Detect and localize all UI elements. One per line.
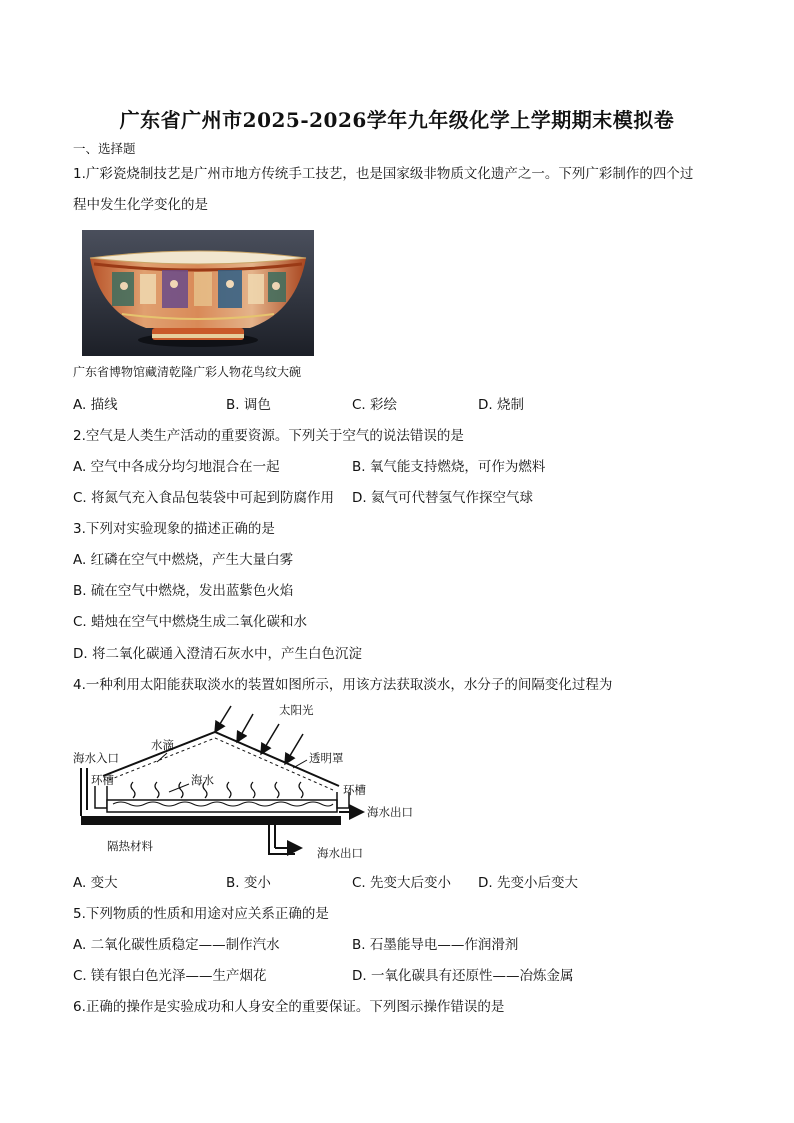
sunlight-arrow (237, 714, 253, 742)
label-seawater: 海水 (191, 773, 214, 787)
bowl-caption: 广东省博物馆藏清乾隆广彩人物花鸟纹大碗 (73, 365, 302, 379)
q1-stem-line1: 1.广彩瓷烧制技艺是广州市地方传统手工技艺，也是国家级非物质文化遗产之一。下列广彩制作的四个过 (73, 166, 694, 182)
q4-option-a[interactable]: A. 变大 (73, 875, 118, 891)
q4-option-d[interactable]: D. 先变小后变大 (478, 875, 578, 891)
q2-option-c[interactable]: C. 将氮气充入食品包装袋中可起到防腐作用 (73, 490, 335, 506)
q1-option-b[interactable]: B. 调色 (226, 397, 271, 413)
q6-stem: 6.正确的操作是实验成功和人身安全的重要保证。下列图示操作错误的是 (73, 999, 505, 1015)
q5-option-b[interactable]: B. 石墨能导电——作润滑剂 (352, 937, 519, 953)
q3-option-b[interactable]: B. 硫在空气中燃烧，发出蓝紫色火焰 (73, 583, 294, 599)
label-water-drop: 水滴 (151, 738, 174, 752)
q3-option-d[interactable]: D. 将二氧化碳通入澄清石灰水中，产生白色沉淀 (73, 646, 362, 662)
q2-option-b[interactable]: B. 氧气能支持燃烧，可作为燃料 (352, 459, 546, 475)
porcelain-bowl-image (82, 230, 314, 356)
q1-option-d[interactable]: D. 烧制 (478, 397, 524, 413)
q4-option-c[interactable]: C. 先变大后变小 (352, 875, 452, 891)
q2-option-a[interactable]: A. 空气中各成分均匀地混合在一起 (73, 459, 280, 475)
label-outlet-bottom: 海水出口 (317, 846, 363, 860)
label-inlet: 海水入口 (73, 751, 119, 765)
q1-option-a[interactable]: A. 描线 (73, 397, 118, 413)
label-trough-left: 环槽 (91, 773, 114, 787)
q1-stem-line2: 程中发生化学变化的是 (73, 197, 208, 213)
insulation-base (81, 816, 341, 825)
q5-option-d[interactable]: D. 一氧化碳具有还原性——冶炼金属 (352, 968, 574, 984)
q1-option-c[interactable]: C. 彩绘 (352, 397, 398, 413)
q2-stem: 2.空气是人类生产活动的重要资源。下列关于空气的说法错误的是 (73, 428, 464, 444)
page-title: 广东省广州市2025-2026学年九年级化学上学期期末模拟卷 (119, 108, 675, 132)
q2-option-d[interactable]: D. 氦气可代替氢气作探空气球 (352, 490, 533, 506)
q4-option-b[interactable]: B. 变小 (226, 875, 271, 891)
label-cover: 透明罩 (309, 751, 344, 765)
sunlight-arrow (285, 734, 303, 764)
q4-stem: 4.一种利用太阳能获取淡水的装置如图所示，用该方法获取淡水，水分子的间隔变化过程为 (73, 677, 613, 693)
solar-desalination-diagram (73, 700, 433, 866)
q5-stem: 5.下列物质的性质和用途对应关系正确的是 (73, 906, 329, 922)
label-sunlight: 太阳光 (279, 703, 314, 717)
label-insulation: 隔热材料 (107, 839, 153, 853)
label-trough-right: 环槽 (343, 783, 366, 797)
q3-option-c[interactable]: C. 蜡烛在空气中燃烧生成二氧化碳和水 (73, 614, 308, 630)
label-outlet-right: 海水出口 (367, 805, 413, 819)
q3-option-a[interactable]: A. 红磷在空气中燃烧，产生大量白雾 (73, 552, 294, 568)
q3-stem: 3.下列对实验现象的描述正确的是 (73, 521, 275, 537)
q5-option-a[interactable]: A. 二氧化碳性质稳定——制作汽水 (73, 937, 280, 953)
sunlight-arrow (261, 724, 279, 754)
sunlight-arrow (215, 706, 231, 732)
section-heading: 一、选择题 (73, 141, 136, 156)
q5-option-c[interactable]: C. 镁有银白色光泽——生产烟花 (73, 968, 267, 984)
